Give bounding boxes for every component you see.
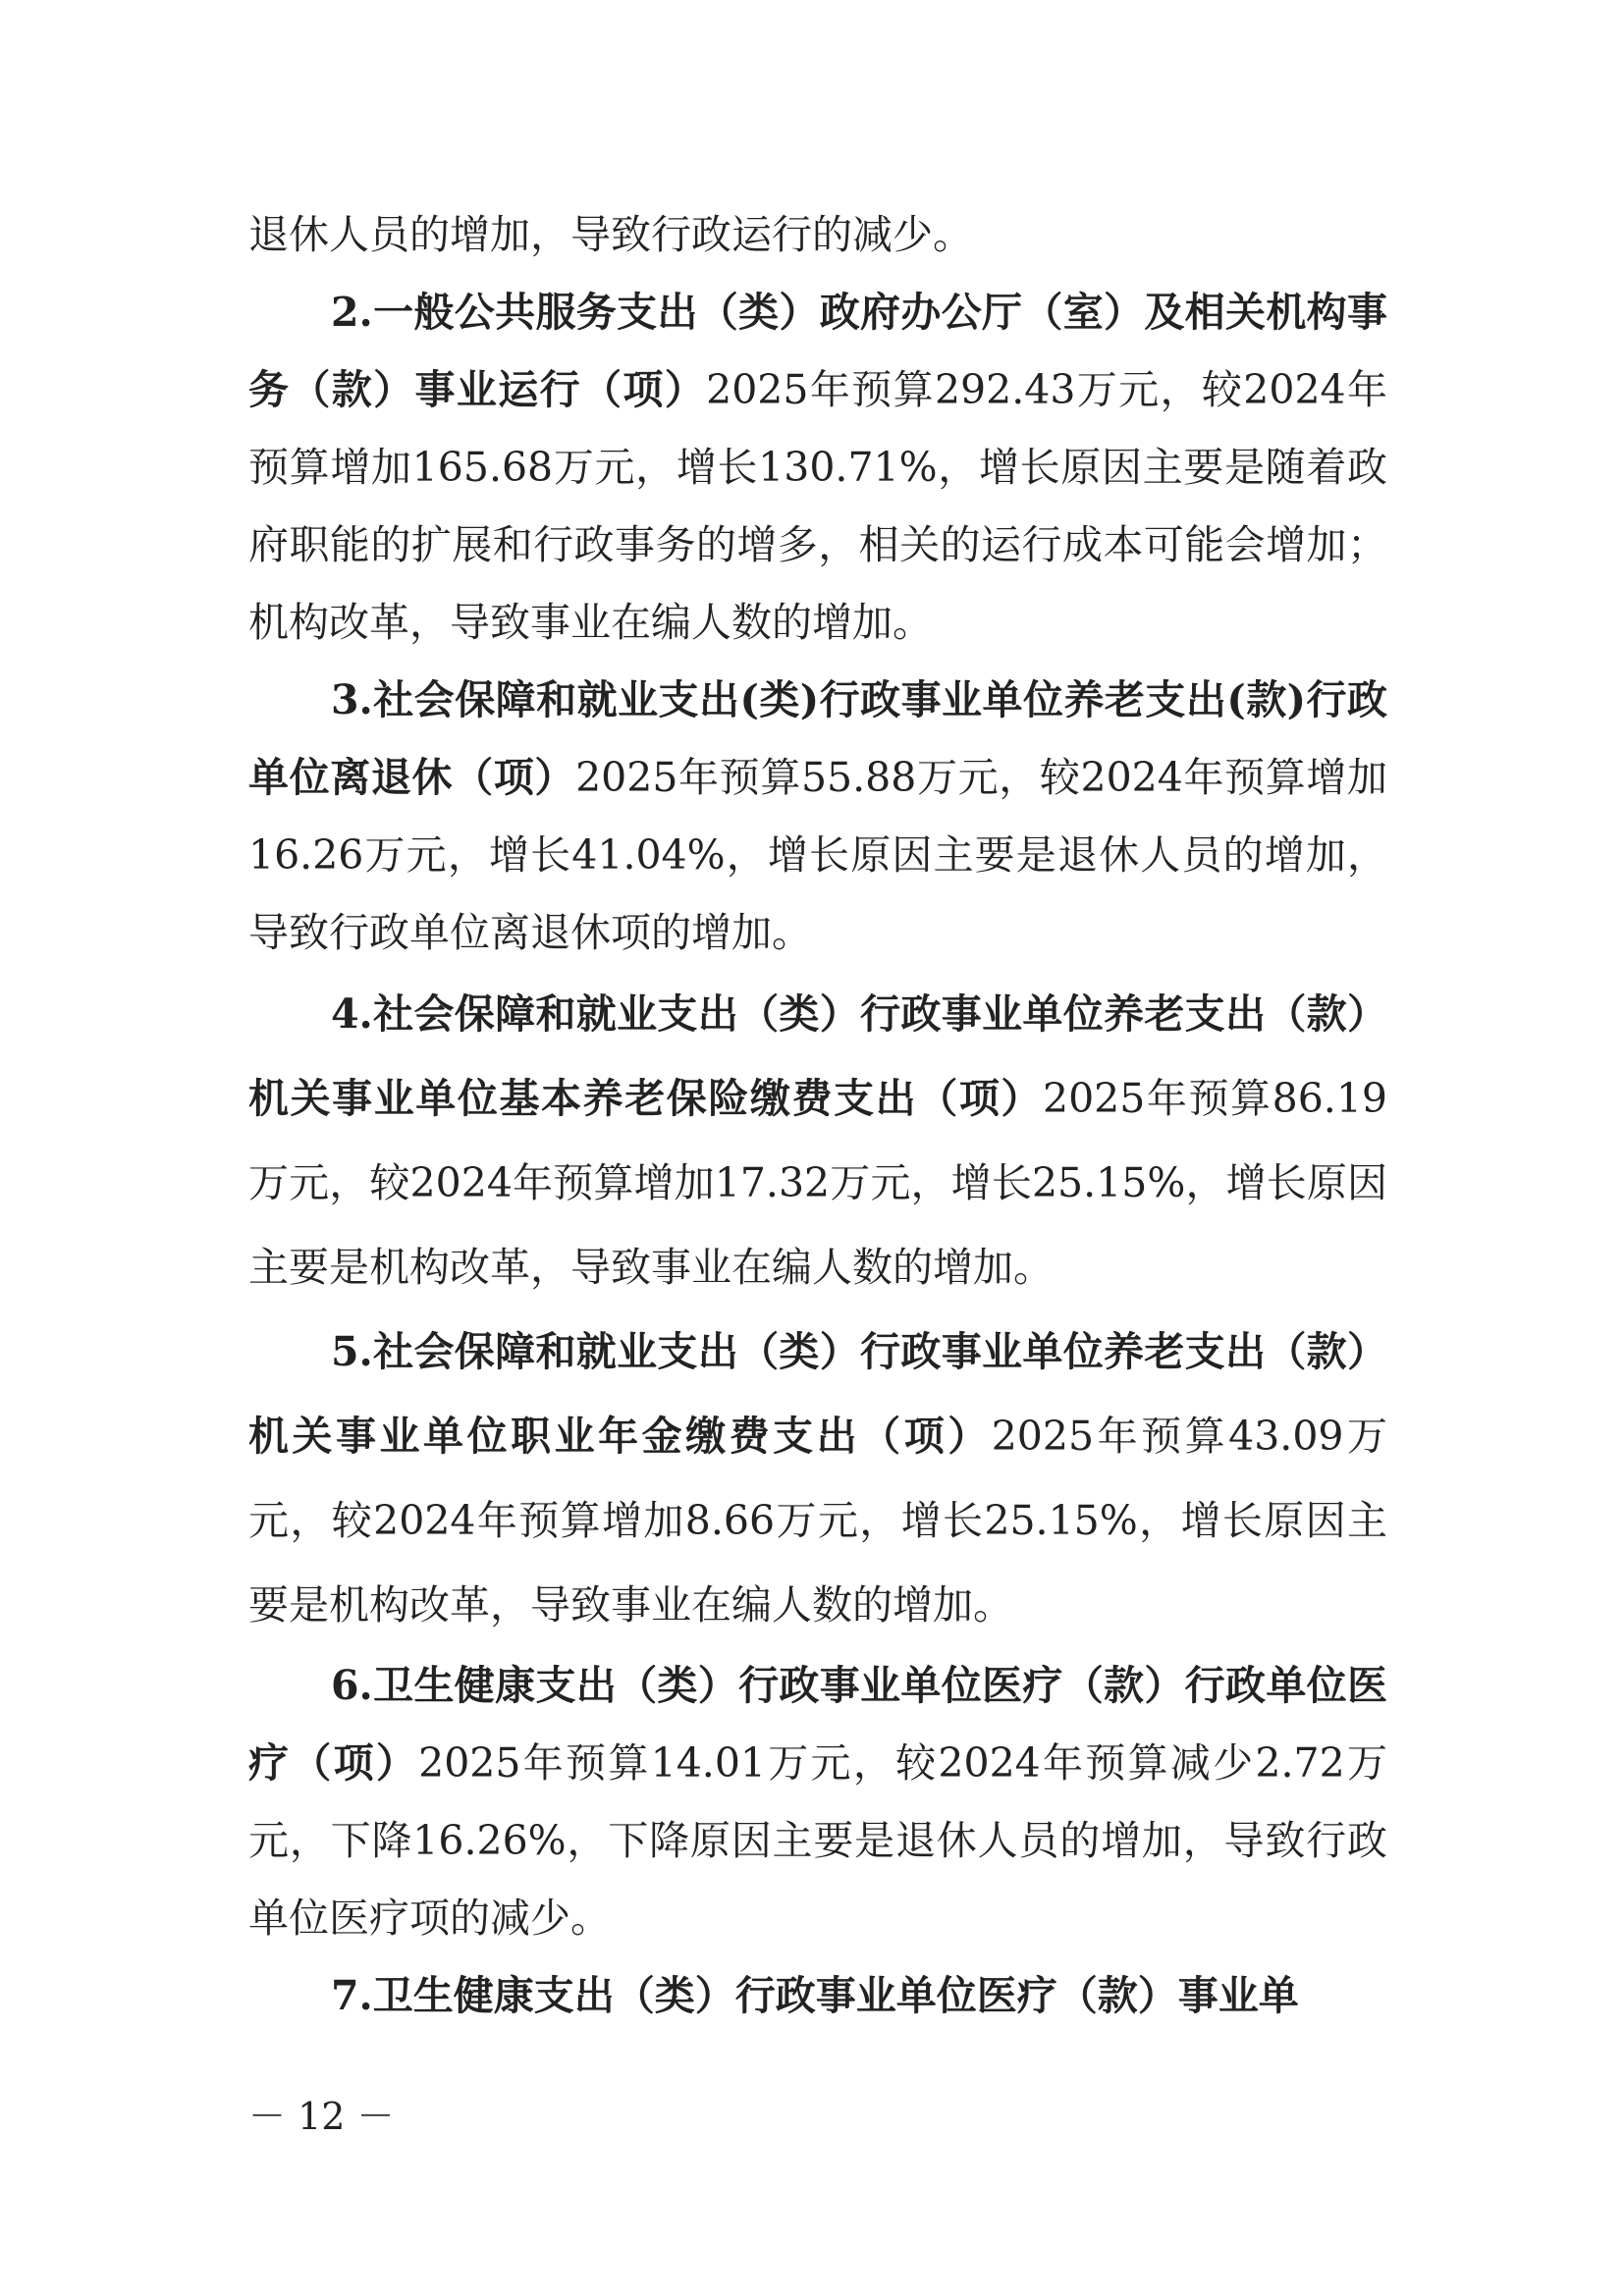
paragraph-lead: 4.社会保障和就业支出（类）行政事业单位养老支出（款）机关事业单位基本养老保险缴费支出（项）: [248, 990, 1387, 1122]
paragraph-item-2: [248, 274, 1387, 662]
paragraph-lead: 7.卫生健康支出（类）行政事业单位医疗（款）事业单: [331, 1972, 1299, 2019]
paragraph-text: 2025年预算43.09万元，较2024年预算增加8.66万元，增长25.15%，增长原因主要是机构改革，导致事业在编人数的增加。: [248, 1413, 1387, 1629]
paragraph-continuation: [248, 196, 1387, 274]
paragraph-item-5: [248, 1309, 1387, 1647]
paragraph-text: 2025年预算86.19万元，较2024年预算增加17.32万元，增长25.15%，增长原因主要是机构改革，导致事业在编人数的增加。: [248, 1075, 1388, 1291]
paragraph-text: 2025年预算292.43万元，较2024年预算增加165.68万元，增长130.71%，增长原因主要是随着政府职能的扩展和行政事务的增多，相关的运行成本可能会增加；机构改革，导致事业在编人数的增加。: [248, 366, 1387, 646]
paragraph-item-7: [248, 1957, 1387, 2035]
paragraph-lead: 6.卫生健康支出（类）行政事业单位医疗（款）行政单位医疗（项）: [248, 1662, 1387, 1787]
paragraph-item-3: [248, 662, 1387, 972]
page-number: － 12 －: [248, 2095, 395, 2138]
paragraph-lead: 2.一般公共服务支出（类）政府办公厅（室）及相关机构事务（款）事业运行（项）: [248, 289, 1387, 413]
paragraph-lead: 3.社会保障和就业支出(类)行政事业单位养老支出(款)行政单位离退休（项）: [248, 676, 1387, 801]
paragraph-text: 退休人员的增加，导致行政运行的减少。: [248, 211, 973, 258]
paragraph-text: 2025年预算14.01万元，较2024年预算减少2.72万元，下降16.26%，下降原因主要是退休人员的增加，导致行政单位医疗项的减少。: [248, 1739, 1387, 1942]
document-body: [248, 196, 1387, 2035]
paragraph-item-4: [248, 972, 1387, 1309]
paragraph-item-6: [248, 1647, 1387, 1957]
paragraph-text: 2025年预算55.88万元，较2024年预算增加16.26万元，增长41.04%，增长原因主要是退休人员的增加，导致行政单位离退休项的增加。: [248, 754, 1388, 956]
paragraph-lead: 5.社会保障和就业支出（类）行政事业单位养老支出（款）机关事业单位职业年金缴费支出（项）: [248, 1328, 1387, 1460]
